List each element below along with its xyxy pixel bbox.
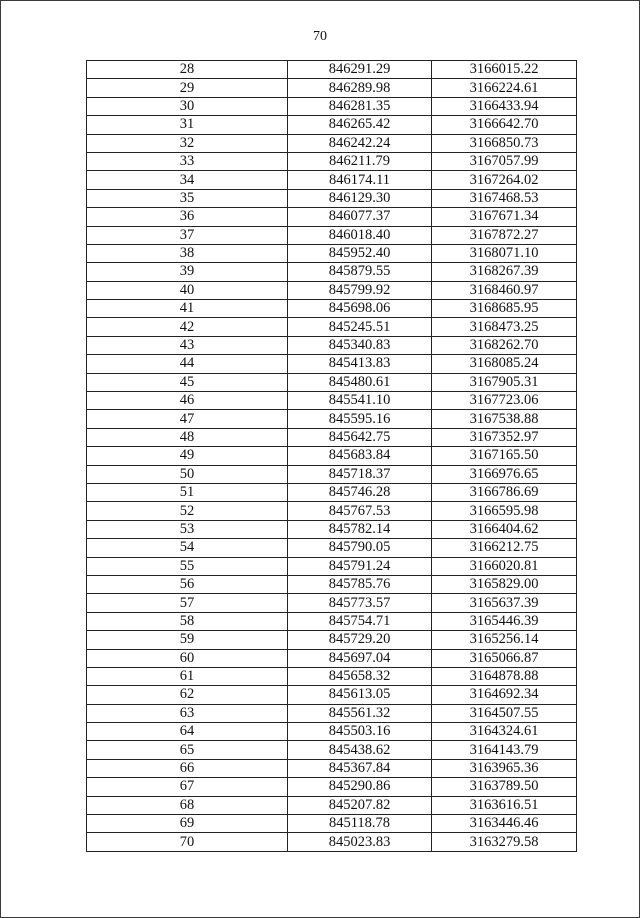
point-number-cell: 36 (87, 208, 288, 226)
x-coordinate-cell: 845879.55 (288, 263, 432, 281)
point-number-cell: 63 (87, 704, 288, 722)
y-coordinate-cell: 3164324.61 (432, 723, 577, 741)
x-coordinate-cell: 845245.51 (288, 318, 432, 336)
table-row (87, 428, 577, 446)
x-coordinate-cell: 845754.71 (288, 612, 432, 630)
y-coordinate-cell: 3166212.75 (432, 539, 577, 557)
y-coordinate-cell: 3163279.58 (432, 833, 577, 851)
y-coordinate-cell: 3167538.88 (432, 410, 577, 428)
table-row (87, 483, 577, 501)
y-coordinate-cell: 3166642.70 (432, 116, 577, 134)
table-row (87, 226, 577, 244)
point-number-cell: 33 (87, 152, 288, 170)
x-coordinate-cell: 845791.24 (288, 557, 432, 575)
point-number-cell: 50 (87, 465, 288, 483)
x-coordinate-cell: 845658.32 (288, 667, 432, 685)
x-coordinate-cell: 845698.06 (288, 300, 432, 318)
table-row (87, 373, 577, 391)
point-number-cell: 31 (87, 116, 288, 134)
point-number-cell: 40 (87, 281, 288, 299)
table-row (87, 208, 577, 226)
table-row (87, 61, 577, 79)
point-number-cell: 48 (87, 428, 288, 446)
x-coordinate-cell: 845718.37 (288, 465, 432, 483)
y-coordinate-cell: 3164143.79 (432, 741, 577, 759)
y-coordinate-cell: 3165637.39 (432, 594, 577, 612)
x-coordinate-cell: 846077.37 (288, 208, 432, 226)
coordinate-table-body (87, 61, 577, 852)
table-row (87, 300, 577, 318)
y-coordinate-cell: 3165829.00 (432, 575, 577, 593)
table-row (87, 116, 577, 134)
y-coordinate-cell: 3167872.27 (432, 226, 577, 244)
point-number-cell: 62 (87, 686, 288, 704)
x-coordinate-cell: 845697.04 (288, 649, 432, 667)
x-coordinate-cell: 845561.32 (288, 704, 432, 722)
table-row (87, 502, 577, 520)
table-row (87, 575, 577, 593)
point-number-cell: 49 (87, 447, 288, 465)
x-coordinate-cell: 845729.20 (288, 631, 432, 649)
table-row (87, 539, 577, 557)
y-coordinate-cell: 3168685.95 (432, 300, 577, 318)
table-row (87, 778, 577, 796)
y-coordinate-cell: 3167723.06 (432, 392, 577, 410)
y-coordinate-cell: 3168473.25 (432, 318, 577, 336)
table-row (87, 612, 577, 630)
table-row (87, 281, 577, 299)
y-coordinate-cell: 3166850.73 (432, 134, 577, 152)
point-number-cell: 34 (87, 171, 288, 189)
point-number-cell: 61 (87, 667, 288, 685)
point-number-cell: 58 (87, 612, 288, 630)
x-coordinate-cell: 846281.35 (288, 97, 432, 115)
point-number-cell: 55 (87, 557, 288, 575)
x-coordinate-cell: 845118.78 (288, 815, 432, 833)
table-row (87, 189, 577, 207)
table-row (87, 392, 577, 410)
y-coordinate-cell: 3165256.14 (432, 631, 577, 649)
table-row (87, 631, 577, 649)
point-number-cell: 51 (87, 483, 288, 501)
point-number-cell: 67 (87, 778, 288, 796)
y-coordinate-cell: 3168460.97 (432, 281, 577, 299)
point-number-cell: 38 (87, 244, 288, 262)
point-number-cell: 41 (87, 300, 288, 318)
x-coordinate-cell: 845480.61 (288, 373, 432, 391)
y-coordinate-cell: 3167671.34 (432, 208, 577, 226)
table-row (87, 134, 577, 152)
point-number-cell: 69 (87, 815, 288, 833)
y-coordinate-cell: 3166020.81 (432, 557, 577, 575)
x-coordinate-cell: 846291.29 (288, 61, 432, 79)
x-coordinate-cell: 845642.75 (288, 428, 432, 446)
y-coordinate-cell: 3165446.39 (432, 612, 577, 630)
point-number-cell: 35 (87, 189, 288, 207)
point-number-cell: 39 (87, 263, 288, 281)
x-coordinate-cell: 845782.14 (288, 520, 432, 538)
table-row (87, 355, 577, 373)
point-number-cell: 68 (87, 796, 288, 814)
y-coordinate-cell: 3166015.22 (432, 61, 577, 79)
point-number-cell: 45 (87, 373, 288, 391)
x-coordinate-cell: 845773.57 (288, 594, 432, 612)
point-number-cell: 64 (87, 723, 288, 741)
y-coordinate-cell: 3167905.31 (432, 373, 577, 391)
x-coordinate-cell: 845952.40 (288, 244, 432, 262)
page-number: 70 (313, 29, 327, 44)
point-number-cell: 30 (87, 97, 288, 115)
x-coordinate-cell: 845799.92 (288, 281, 432, 299)
x-coordinate-cell: 845413.83 (288, 355, 432, 373)
table-row (87, 833, 577, 851)
point-number-cell: 70 (87, 833, 288, 851)
x-coordinate-cell: 846289.98 (288, 79, 432, 97)
y-coordinate-cell: 3166595.98 (432, 502, 577, 520)
x-coordinate-cell: 845595.16 (288, 410, 432, 428)
y-coordinate-cell: 3167264.02 (432, 171, 577, 189)
point-number-cell: 60 (87, 649, 288, 667)
table-row (87, 686, 577, 704)
point-number-cell: 44 (87, 355, 288, 373)
x-coordinate-cell: 846265.42 (288, 116, 432, 134)
y-coordinate-cell: 3168085.24 (432, 355, 577, 373)
x-coordinate-cell: 845785.76 (288, 575, 432, 593)
y-coordinate-cell: 3163616.51 (432, 796, 577, 814)
y-coordinate-cell: 3163789.50 (432, 778, 577, 796)
table-row (87, 465, 577, 483)
y-coordinate-cell: 3164878.88 (432, 667, 577, 685)
point-number-cell: 52 (87, 502, 288, 520)
table-row (87, 244, 577, 262)
x-coordinate-cell: 846129.30 (288, 189, 432, 207)
x-coordinate-cell: 846242.24 (288, 134, 432, 152)
y-coordinate-cell: 3166224.61 (432, 79, 577, 97)
y-coordinate-cell: 3165066.87 (432, 649, 577, 667)
table-row (87, 336, 577, 354)
table-row (87, 520, 577, 538)
point-number-cell: 54 (87, 539, 288, 557)
y-coordinate-cell: 3166976.65 (432, 465, 577, 483)
y-coordinate-cell: 3163446.46 (432, 815, 577, 833)
point-number-cell: 56 (87, 575, 288, 593)
point-number-cell: 42 (87, 318, 288, 336)
y-coordinate-cell: 3168262.70 (432, 336, 577, 354)
x-coordinate-cell: 845207.82 (288, 796, 432, 814)
table-row (87, 410, 577, 428)
table-row (87, 796, 577, 814)
table-row (87, 171, 577, 189)
y-coordinate-cell: 3167165.50 (432, 447, 577, 465)
x-coordinate-cell: 845613.05 (288, 686, 432, 704)
y-coordinate-cell: 3163965.36 (432, 759, 577, 777)
y-coordinate-cell: 3168267.39 (432, 263, 577, 281)
x-coordinate-cell: 845541.10 (288, 392, 432, 410)
table-row (87, 741, 577, 759)
x-coordinate-cell: 846018.40 (288, 226, 432, 244)
table-row (87, 759, 577, 777)
point-number-cell: 53 (87, 520, 288, 538)
table-row (87, 815, 577, 833)
table-row (87, 79, 577, 97)
table-row (87, 649, 577, 667)
y-coordinate-cell: 3166786.69 (432, 483, 577, 501)
x-coordinate-cell: 845790.05 (288, 539, 432, 557)
x-coordinate-cell: 846211.79 (288, 152, 432, 170)
y-coordinate-cell: 3167352.97 (432, 428, 577, 446)
point-number-cell: 59 (87, 631, 288, 649)
y-coordinate-cell: 3164692.34 (432, 686, 577, 704)
table-row (87, 97, 577, 115)
point-number-cell: 32 (87, 134, 288, 152)
x-coordinate-cell: 845290.86 (288, 778, 432, 796)
point-number-cell: 65 (87, 741, 288, 759)
point-number-cell: 43 (87, 336, 288, 354)
table-row (87, 704, 577, 722)
x-coordinate-cell: 845367.84 (288, 759, 432, 777)
y-coordinate-cell: 3166404.62 (432, 520, 577, 538)
point-number-cell: 66 (87, 759, 288, 777)
table-row (87, 667, 577, 685)
coordinate-table (86, 60, 577, 852)
table-row (87, 723, 577, 741)
x-coordinate-cell: 845746.28 (288, 483, 432, 501)
table-row (87, 318, 577, 336)
table-row (87, 557, 577, 575)
table-row (87, 263, 577, 281)
point-number-cell: 29 (87, 79, 288, 97)
point-number-cell: 57 (87, 594, 288, 612)
x-coordinate-cell: 845767.53 (288, 502, 432, 520)
x-coordinate-cell: 845683.84 (288, 447, 432, 465)
y-coordinate-cell: 3167468.53 (432, 189, 577, 207)
y-coordinate-cell: 3166433.94 (432, 97, 577, 115)
y-coordinate-cell: 3168071.10 (432, 244, 577, 262)
table-row (87, 152, 577, 170)
point-number-cell: 37 (87, 226, 288, 244)
table-row (87, 447, 577, 465)
y-coordinate-cell: 3164507.55 (432, 704, 577, 722)
table-row (87, 594, 577, 612)
point-number-cell: 28 (87, 61, 288, 79)
point-number-cell: 46 (87, 392, 288, 410)
y-coordinate-cell: 3167057.99 (432, 152, 577, 170)
x-coordinate-cell: 845438.62 (288, 741, 432, 759)
x-coordinate-cell: 845340.83 (288, 336, 432, 354)
x-coordinate-cell: 846174.11 (288, 171, 432, 189)
x-coordinate-cell: 845503.16 (288, 723, 432, 741)
point-number-cell: 47 (87, 410, 288, 428)
x-coordinate-cell: 845023.83 (288, 833, 432, 851)
